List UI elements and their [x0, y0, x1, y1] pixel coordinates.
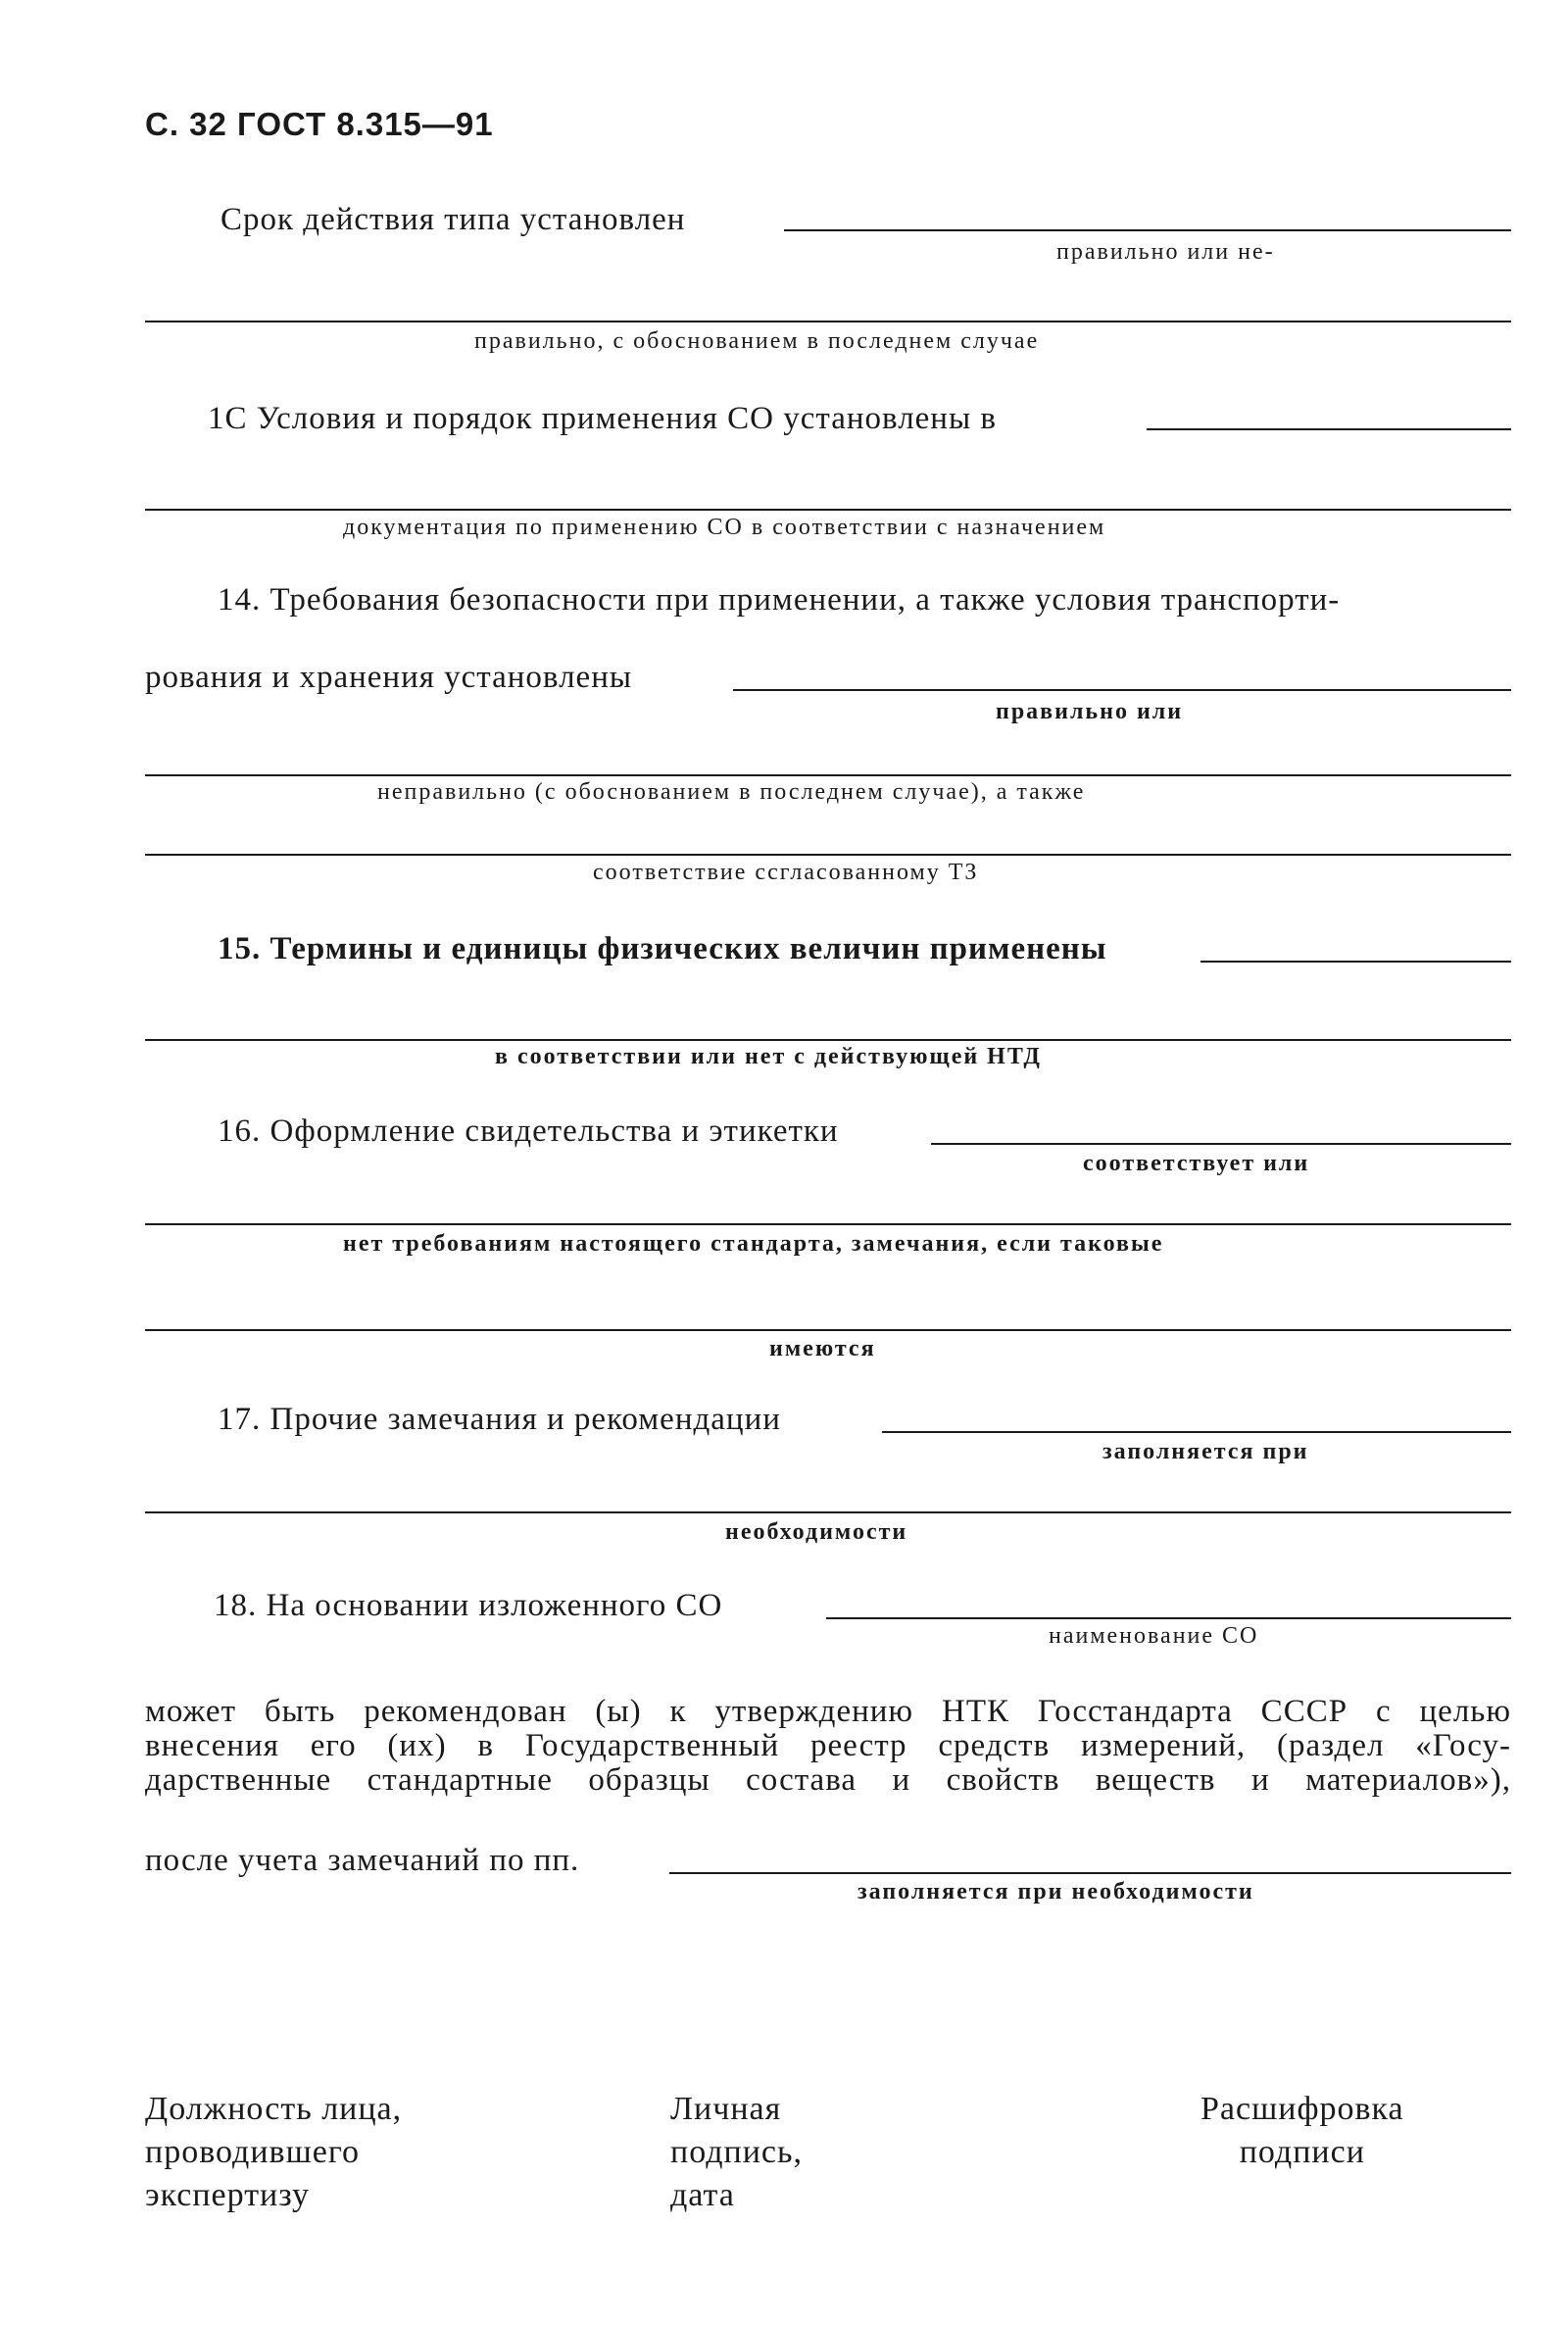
- item-18-after-label: после учета замечаний по пп.: [145, 1843, 580, 1878]
- term-input-line[interactable]: [784, 229, 1511, 231]
- item-16-hint-3: имеются: [769, 1336, 876, 1361]
- item-13-hint: документация по применению СО в соответствии с назначением: [343, 515, 1106, 540]
- item-16-label: 16. Оформление свидетельства и этикетки: [218, 1113, 839, 1149]
- signature-position-line-2: проводившего: [145, 2134, 360, 2170]
- item-16-input-line[interactable]: [931, 1143, 1511, 1145]
- signature-decoding-line-2: подписи: [1239, 2134, 1365, 2170]
- item-17-label: 17. Прочие замечания и рекомендации: [218, 1402, 781, 1437]
- item-18-paragraph-line-2: внесения его (их) в Государственный реестр средств измерений, (раздел «Госу-: [145, 1728, 1511, 1763]
- item-16-input-line-3[interactable]: [145, 1329, 1511, 1331]
- item-14-input-line-3[interactable]: [145, 854, 1511, 856]
- item-14-input-line-2[interactable]: [145, 774, 1511, 776]
- item-16-input-line-2[interactable]: [145, 1223, 1511, 1225]
- item-18-paragraph-line-3: дарственные стандартные образцы состава и свойств веществ и материалов»),: [145, 1762, 1511, 1798]
- item-14-hint-2: неправильно (с обоснованием в последнем случае), а также: [377, 779, 1086, 805]
- term-label: Срок действия типа установлен: [220, 202, 686, 237]
- item-18-paragraph-line-1: может быть рекомендован (ы) к утверждению НТК Госстандарта СССР с целью: [145, 1694, 1511, 1729]
- item-15-input-line-2[interactable]: [145, 1039, 1511, 1041]
- item-18-after-hint: заполняется при необходимости: [858, 1879, 1254, 1905]
- signature-position-column: [145, 2088, 402, 2217]
- term-hint-2: правильно, с обоснованием в последнем случае: [474, 328, 1040, 354]
- item-16-hint-1: соответствует или: [1083, 1151, 1310, 1176]
- item-17-hint-2: необходимости: [725, 1519, 908, 1545]
- page-header: С. 32 ГОСТ 8.315—91: [145, 106, 494, 142]
- item-17-input-line-2[interactable]: [145, 1511, 1511, 1513]
- item-18-input-line[interactable]: [826, 1617, 1511, 1619]
- item-18-after-input-line[interactable]: [669, 1872, 1511, 1874]
- item-16-hint-2: нет требованиям настоящего стандарта, замечания, если таковые: [343, 1231, 1164, 1257]
- item-14-hint-1: правильно или: [996, 699, 1184, 724]
- item-17-hint-1: заполняется при: [1102, 1439, 1309, 1464]
- signature-position-line-1: Должность лица,: [145, 2091, 403, 2127]
- item-18-hint: наименование СО: [1049, 1623, 1259, 1649]
- item-18-label: 18. На основании изложенного СО: [214, 1588, 723, 1623]
- signature-sign-line-3: дата: [670, 2177, 735, 2213]
- item-14-input-line[interactable]: [733, 689, 1511, 691]
- term-input-line-2[interactable]: [145, 321, 1511, 322]
- signature-decoding-column: [1200, 2088, 1404, 2174]
- signature-decoding-line-1: Расшифровка: [1200, 2091, 1404, 2127]
- item-13-input-line[interactable]: [1147, 428, 1511, 430]
- item-15-label: 15. Термины и единицы физических величин применены: [218, 931, 1107, 966]
- item-15-input-line[interactable]: [1200, 961, 1511, 963]
- item-13-input-line-2[interactable]: [145, 509, 1511, 511]
- signature-position-line-3: экспертизу: [145, 2177, 310, 2213]
- item-14-line-1: 14. Требования безопасности при применении, а также условия транспорти-: [218, 582, 1341, 618]
- item-14-hint-3: соответствие ссгласованному ТЗ: [593, 860, 979, 885]
- term-hint-1: правильно или не-: [1056, 239, 1275, 265]
- signature-sign-column: [670, 2088, 803, 2217]
- item-17-input-line[interactable]: [882, 1431, 1511, 1433]
- item-13-label: 1С Условия и порядок применения СО установлены в: [208, 401, 997, 436]
- signature-sign-line-2: подпись,: [670, 2134, 804, 2170]
- signature-sign-line-1: Личная: [670, 2091, 782, 2127]
- item-14-line-2: рования и хранения установлены: [145, 660, 633, 695]
- item-15-hint: в соответствии или нет с действующей НТД: [495, 1044, 1042, 1069]
